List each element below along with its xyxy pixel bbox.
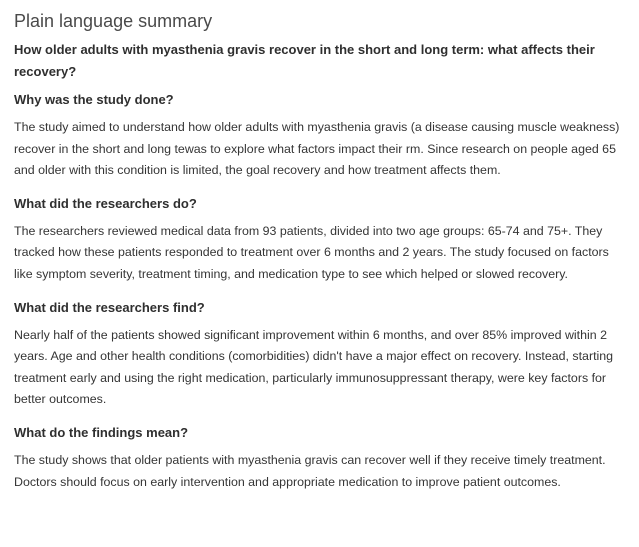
paragraph-why-study: The study aimed to understand how older adults with myasthenia gravis (a disease causing muscle weakness) recover in the short and long tewas to explore what factors impact their rm. Since research on people aged 65 and older with this condition is limited, the goal recovery and how treatment affects them.: [14, 120, 620, 178]
heading-what-researchers-do: What did the researchers do?: [14, 195, 197, 211]
paragraph-what-researchers-find: Nearly half of the patients showed significant improvement within 6 months, and over 85% improved within 2 years. Age and other health conditions (comorbidities) didn't have a major effect on recovery. Instead, starting treatment early and using the right medication, particularly immunosuppressant therapy, were key factors for better outcomes.: [14, 327, 614, 407]
paragraph-what-researchers-do: The researchers reviewed medical data from 93 patients, divided into two age groups: 65-74 and 75+. They tracked how these patients responded to treatment over 6 months and 2 years. The study focused on factors like symptom severity, treatment timing, and medication type to see which helped or slowed recovery.: [14, 223, 609, 281]
section-title: Plain language summary: [14, 11, 213, 31]
paragraph-findings-mean: The study shows that older patients with myasthenia gravis can recover well if they receive timely treatment. Doctors should focus on early intervention and appropriate medication to improve patient outcomes.: [14, 452, 606, 489]
heading-findings-mean: What do the findings mean?: [14, 424, 189, 440]
heading-what-researchers-find: What did the researchers find?: [14, 299, 205, 315]
summary-title: How older adults with myasthenia gravis recover in the short and long term: what affects their recovery?: [14, 42, 595, 79]
plain-language-summary: [14, 9, 626, 493]
heading-why-study: Why was the study done?: [14, 92, 174, 107]
